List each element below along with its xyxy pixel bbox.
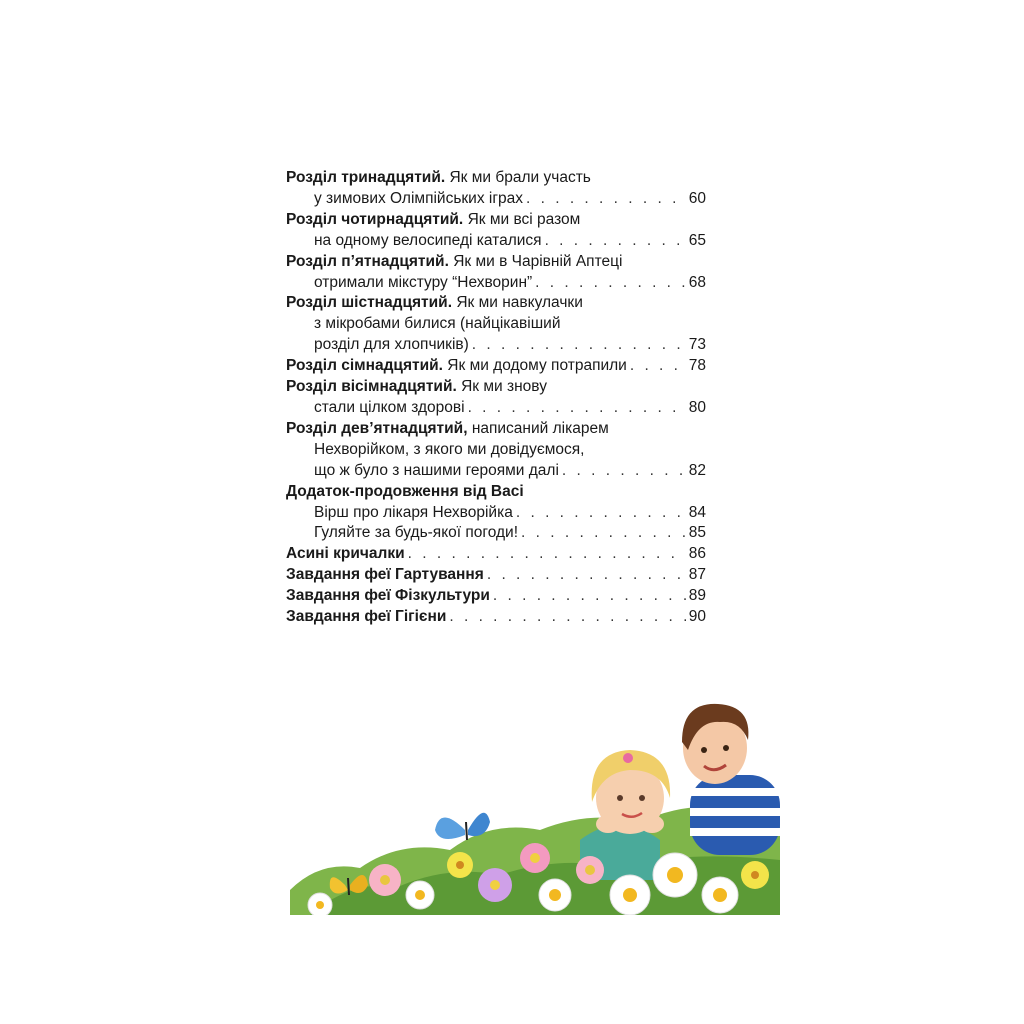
toc-entry-text: Гуляйте за будь-якої погоди! bbox=[314, 524, 518, 542]
page-number: 68 bbox=[688, 273, 706, 291]
toc-entry-text: отримали мікстуру “Нехворин” bbox=[314, 273, 533, 291]
leader-dots bbox=[472, 335, 686, 356]
page-number: 84 bbox=[688, 503, 706, 521]
toc-entry-title: Розділ п’ятнадцятий. bbox=[286, 252, 449, 270]
toc-entry-title: Розділ чотирнадцятий. bbox=[286, 210, 464, 228]
leader-dots bbox=[516, 503, 686, 524]
toc-entry-title: Розділ вісімнадцятий. bbox=[286, 378, 457, 396]
toc-entry bbox=[286, 565, 706, 586]
leader-dots bbox=[493, 586, 686, 607]
page-number: 89 bbox=[688, 587, 706, 605]
toc-entry-title: Завдання феї Гігієни bbox=[286, 608, 447, 626]
toc-entry-title: Розділ сімнадцятий. bbox=[286, 357, 443, 375]
page-number: 85 bbox=[688, 524, 706, 542]
toc-entry-text: Як ми брали участь bbox=[449, 169, 591, 186]
toc-entry bbox=[286, 377, 706, 419]
toc-entry bbox=[286, 544, 706, 565]
leader-dots bbox=[630, 356, 686, 377]
toc-entry-text: написаний лікарем bbox=[471, 419, 609, 437]
toc-entry-text: Як ми додому потрапили bbox=[447, 357, 627, 375]
toc-entry-text: що ж було з нашими героями далі bbox=[314, 461, 559, 479]
page-number: 82 bbox=[688, 461, 706, 479]
toc-entry bbox=[286, 586, 706, 607]
page-number: 80 bbox=[688, 398, 706, 416]
toc-entry-text: Як ми в Чарівній Аптеці bbox=[453, 252, 623, 270]
leader-dots bbox=[449, 607, 685, 628]
toc-entry-text: у зимових Олімпійських іграх bbox=[314, 189, 523, 207]
toc-entry-title: Розділ шістнадцятий. bbox=[286, 294, 453, 312]
page-number: 90 bbox=[688, 608, 706, 626]
yellow-butterfly-icon bbox=[330, 875, 368, 895]
toc-entry bbox=[286, 607, 706, 628]
toc-entry bbox=[286, 356, 706, 377]
page-number: 65 bbox=[688, 231, 706, 249]
table-of-contents bbox=[286, 168, 706, 628]
toc-entry-text: з мікробами билися (найцікавіший bbox=[314, 315, 561, 333]
toc-entry-text: Нехворійком, з якого ми довідуємося, bbox=[314, 440, 585, 458]
page-number: 87 bbox=[688, 566, 706, 584]
toc-entry bbox=[286, 419, 706, 482]
toc-entry-text: Як ми навкулачки bbox=[456, 294, 583, 312]
children-flowers-illustration bbox=[290, 690, 780, 915]
toc-entry-text: стали цілком здорові bbox=[314, 398, 465, 416]
toc-entry-title: Розділ тринадцятий. bbox=[286, 169, 446, 186]
leader-dots bbox=[535, 273, 686, 294]
leader-dots bbox=[408, 544, 686, 565]
toc-entry-title: Завдання феї Фізкультури bbox=[286, 587, 490, 605]
toc-entry-text: Як ми всі разом bbox=[467, 210, 581, 228]
toc-entry-title: Завдання феї Гартування bbox=[286, 566, 484, 584]
leader-dots bbox=[562, 461, 686, 482]
toc-appendix bbox=[286, 482, 706, 545]
toc-entry-text: Вірш про лікаря Нехворійка bbox=[314, 503, 513, 521]
toc-entry bbox=[286, 210, 706, 252]
toc-entry bbox=[286, 293, 706, 356]
toc-appendix-title: Додаток-продовження від Васі bbox=[286, 482, 524, 500]
toc-entry bbox=[286, 168, 706, 210]
page-number: 86 bbox=[688, 545, 706, 563]
page-number: 73 bbox=[688, 336, 706, 354]
leader-dots bbox=[521, 523, 686, 544]
toc-entry-title: Розділ дев’ятнадцятий, bbox=[286, 419, 468, 437]
page-number: 60 bbox=[688, 189, 706, 207]
toc-entry bbox=[286, 252, 706, 294]
leader-dots bbox=[545, 231, 686, 252]
leader-dots bbox=[468, 398, 686, 419]
toc-entry-text: на одному велосипеді каталися bbox=[314, 231, 542, 249]
leader-dots bbox=[487, 565, 686, 586]
page-number: 78 bbox=[688, 357, 706, 375]
toc-entry-text: Як ми знову bbox=[461, 378, 547, 396]
toc-entry-title: Асині кричалки bbox=[286, 545, 405, 563]
leader-dots bbox=[526, 189, 686, 210]
boy-figure bbox=[682, 704, 780, 855]
toc-entry-text: розділ для хлопчиків) bbox=[314, 336, 469, 354]
